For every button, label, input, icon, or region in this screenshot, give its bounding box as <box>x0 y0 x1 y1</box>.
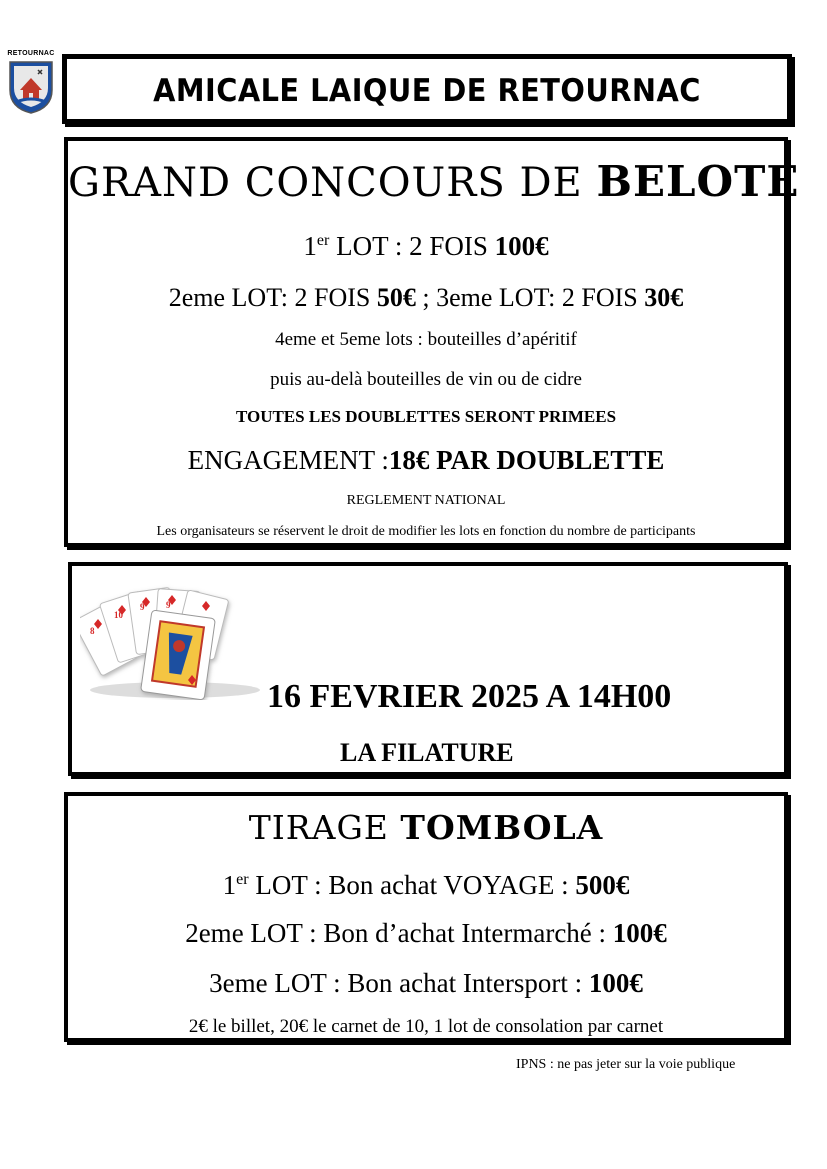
ipns-footer: IPNS : ne pas jeter sur la voie publique <box>516 1057 736 1072</box>
lot-3-value: 30€ <box>644 283 684 312</box>
tombola-section <box>64 792 788 1042</box>
event-section <box>68 562 788 776</box>
svg-text:8: 8 <box>90 626 95 636</box>
tombola-lot-2-value: 100€ <box>612 918 667 948</box>
belote-lot-2-3 <box>68 283 784 313</box>
shield-icon <box>8 60 54 114</box>
doublettes-notice: TOUTES LES DOUBLETTES SERONT PRIMEES <box>235 407 617 426</box>
belote-heading-light: GRAND CONCOURS DE <box>68 160 597 206</box>
lot-3-label: 3eme LOT: 2 FOIS <box>436 283 645 312</box>
svg-text:9: 9 <box>140 602 145 612</box>
svg-text:10: 10 <box>114 610 123 620</box>
svg-text:9: 9 <box>166 600 171 610</box>
playing-cards-icon <box>80 580 270 700</box>
belote-heading-bold: BELOTE <box>596 157 800 206</box>
belote-lots-rest: puis au-delà bouteilles de vin ou de cidre <box>270 369 582 390</box>
lot-1-number: 1 <box>303 231 317 261</box>
tombola-lot-1-value: 500€ <box>575 870 630 900</box>
belote-lots-4-5: 4eme et 5eme lots : bouteilles d’apéritif <box>275 329 577 350</box>
town-crest <box>6 50 56 116</box>
tombola-lot-1-sup: er <box>236 871 249 888</box>
tombola-heading-bold: TOMBOLA <box>400 808 604 847</box>
lot-2-value: 50€ <box>376 283 416 312</box>
tombola-lot-3 <box>68 968 784 999</box>
title-banner <box>62 54 792 124</box>
lot-separator: ; <box>415 283 437 312</box>
event-date: 16 FEVRIER 2025 A 14H00 <box>267 678 672 715</box>
tombola-lot-2 <box>68 918 784 949</box>
tombola-heading <box>68 808 784 847</box>
belote-lot-1 <box>68 231 784 262</box>
lot-1-sup: er <box>316 232 330 249</box>
tombola-lot-1 <box>68 870 784 901</box>
lot-1-value: 100€ <box>494 231 549 261</box>
lot-1-label: LOT : 2 FOIS <box>329 231 495 261</box>
tombola-lot-2-label: 2eme LOT : Bon d’achat Intermarché : <box>185 918 613 948</box>
tombola-lot-1-number: 1 <box>222 870 237 900</box>
crest-label: RETOURNAC <box>7 50 55 57</box>
reglement: REGLEMENT NATIONAL <box>346 493 506 508</box>
tombola-heading-light: TIRAGE <box>248 808 401 847</box>
organisateurs-notice: Les organisateurs se réservent le droit de modifier les lots en fonction du nombre de participants <box>156 524 696 539</box>
lot-2-label: 2eme LOT: 2 FOIS <box>168 283 377 312</box>
page-title: AMICALE LAIQUE DE RETOURNAC <box>153 73 701 109</box>
belote-heading <box>68 157 800 206</box>
tombola-lot-1-label: LOT : Bon achat VOYAGE : <box>248 870 576 900</box>
event-place: LA FILATURE <box>340 738 514 767</box>
engagement <box>68 445 784 476</box>
engagement-value: 18€ PAR DOUBLETTE <box>388 445 665 475</box>
belote-section <box>64 137 800 547</box>
tombola-lot-3-label: 3eme LOT : Bon achat Intersport : <box>209 968 589 998</box>
engagement-label: ENGAGEMENT : <box>187 445 389 475</box>
tombola-lot-3-value: 100€ <box>588 968 643 998</box>
tombola-billet-info: 2€ le billet, 20€ le carnet de 10, 1 lot de consolation par carnet <box>188 1016 664 1037</box>
